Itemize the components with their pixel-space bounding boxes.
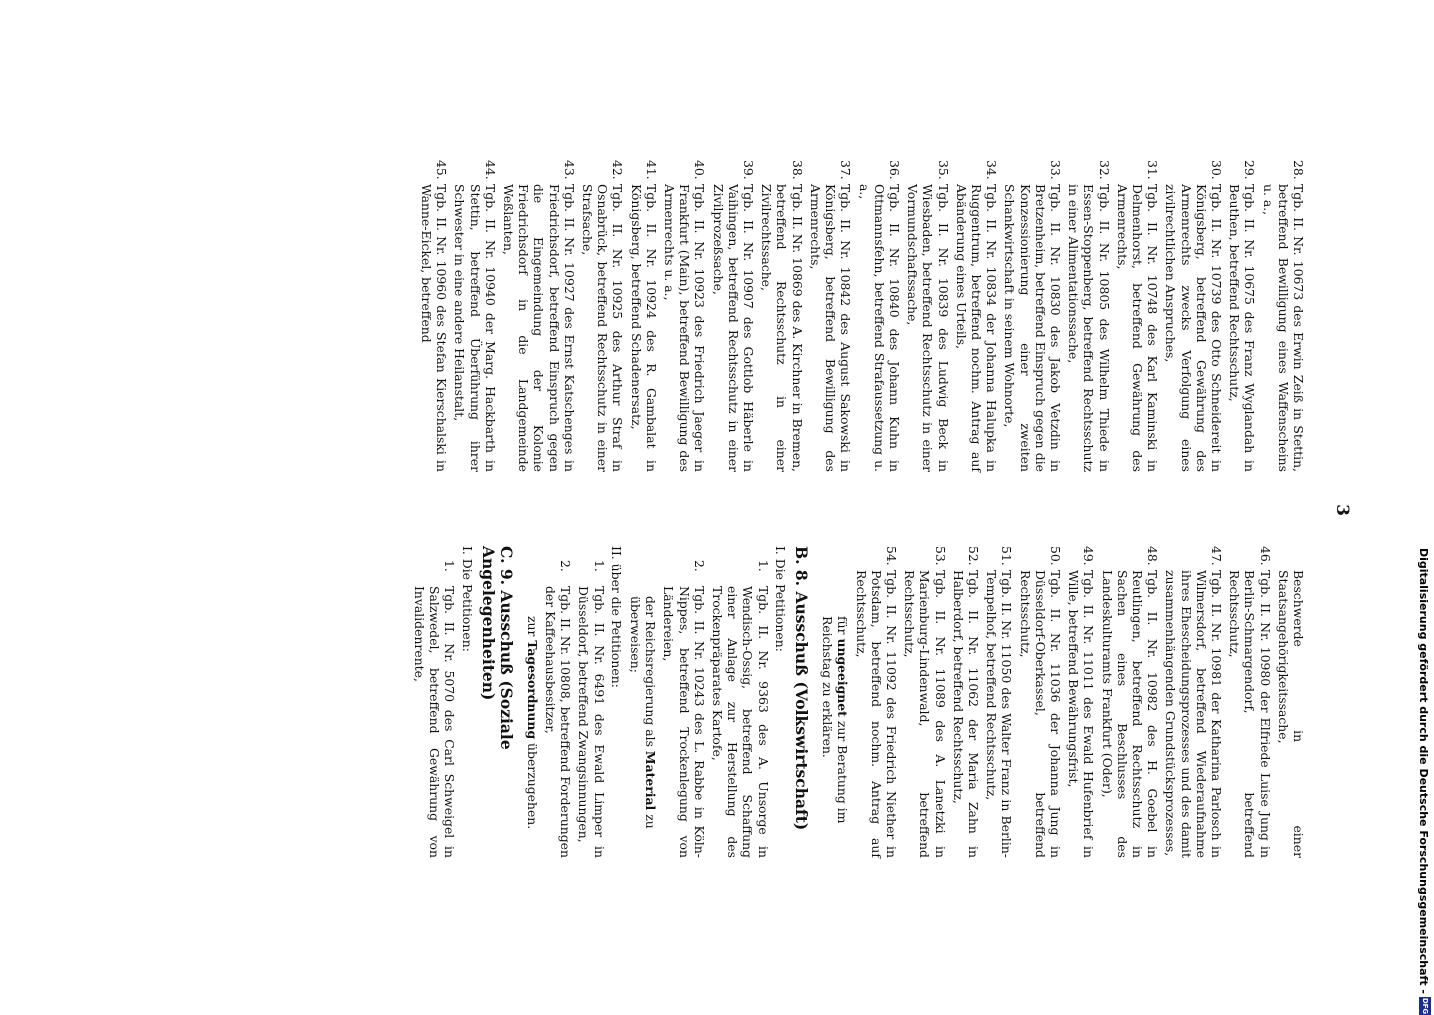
list-item [1227,546,1273,858]
list-item [1163,160,1224,472]
item-number: 52. [965,546,981,566]
item-text: Tgb. II. Nr. 10927 des Ernst Katschenges in Friedrichsdorf, betreffend Einspruch gegen die Eingemeindung der Kolonie Friedrichsdorf in die Landgemeinde Weßlanten, [501,184,577,472]
list-item [853,546,899,858]
item-text: Tgb. II. Nr. 10830 des Jakob Vetzdin in Bretzenheim, betreffend Einspruch gegen die Konzessionierung einer zweiten Schankwirtschaft in seinem Wohnorte, [1002,184,1063,472]
list-item [710,546,771,858]
item-text: Tgb. II. Nr. 11062 der Maria Zahn in Halberdorf, betreffend Rechtsschutz, [950,570,981,858]
list-item [1260,160,1306,472]
left-column [416,160,1306,472]
list-item [412,546,458,858]
resolution-note: zur Tagesordnung überzugehen. [524,616,540,830]
list-item [905,160,951,472]
resolution-note: der Reichsregierung als Material zu überweisen; [628,596,659,829]
item-text: Tgb. II. Nr. 10925 des Arthur Straf in Osnabrück, betreffend Rechtsschutz in einer Strafsache, [580,184,626,472]
credit-text: Digitalisierung gefördert durch die Deutsche Forschungsgemeinschaft - [1417,547,1430,994]
item-number: 43. [561,160,577,180]
item-number: 39. [741,160,757,180]
item-number: 35. [935,160,951,180]
item-text: Tgb. II. Nr. 10739 des Otto Schneidereit in Königsberg, betreffend Gewährung des Armenrechts zwecks Verfolgung eines zivilrechtlichen Anspruches, [1163,184,1224,472]
item-text: Tgb. II. Nr. 10981 der Katharina Parlosch in Wilmersdorf, betreffend Wiederaufnahme ihres Ehescheidungsprozesses und des damit zusammenhängenden Grundstücksprozesses, [1163,570,1224,858]
item-number: 38. [789,160,805,180]
list-item [1017,546,1063,858]
item-text: Tgb. II. Nr. 11092 des Friedrich Niether in Potsdam, betreffend nochm. Antrag auf Rechtsschutz, [853,570,899,858]
item-text: Tgb. II. Nr. 11089 des A. Lanetzki in Marienburg-Lindenwald, betreffend Rechtsschutz, [902,570,948,858]
closing-note: für ungeeignet zur Beratung im Reichstag zu erklären. [820,616,851,824]
item-text: Tgb. II. Nr. 10834 der Johanna Halupka in Ruggentrum, betreffend nochm. Antrag auf Abänderung eines Urteils, [953,184,1000,472]
item-text: Tgb. II. Nr. 5070 des Carl Schweigel in Salzwedel, betreffend Gewährung von Invalidenrente, [412,586,458,858]
item-text: Tgb. II. Nr. 10842 des August Sakowski in Königsberg, betreffend Bewilligung des Armenrechts, [807,184,854,472]
item-text: Tgb. II. Nr. 11050 des Walter Franz in Berlin-Tempelhof, betreffend Rechtsschutz, [984,570,1015,858]
list-item [954,160,1000,472]
list-item [576,546,606,858]
item-text: Tgb. II. Nr. 10839 des Ludwig Beck in Wiesbaden, betreffend Rechtsschutz in einer Vormundschaftssache, [905,184,951,472]
list-item [984,546,1014,858]
item-number: 37. [838,160,854,180]
item-number: 1. [591,560,607,572]
item-text: Tgb. II. Nr. 11011 des Ewald Hufenbrief in Wille, betreffend Bewährungsfrist, [1066,570,1097,858]
item-text: Tgb. II. Nr. 10673 des Erwin Zeiß in Stettin, betreffend Bewilligung eines Waffenscheins u. a., [1260,184,1306,472]
list-item [1099,546,1160,858]
list-item [1066,546,1096,858]
item-text: Tgb. II. Nr. 10923 des Friedrich Jaeger in Frankfurt (Main), betreffend Bewilligung des Armenrechts u. a., [662,184,708,472]
item-number: 32. [1096,160,1112,180]
item-number: 45. [434,160,450,180]
section-heading-c: C. 9. Ausschuß (Soziale Angelegenheiten) [478,546,516,750]
item-text: Tgb. II. Nr. 11036 der Johanna Jung in Düsseldorf-Oberkassel, betreffend Rechtsschutz, [1017,570,1063,858]
item-number: 42. [610,160,626,180]
subheading: I. Die Petitionen: [459,546,475,652]
item-number: 34. [984,160,1000,180]
item-number: 51. [999,546,1015,566]
continuation-text: Beschwerde in einer Staatsangehörigkeitssache, [1275,570,1306,858]
item-number: 44. [482,160,498,180]
item-text: Tgb. II. Nr. 10748 des Karl Kaminski in Delmenhorst, betreffend Gewährung des Armenrechts, [1114,184,1161,472]
item-number: 33. [1047,160,1063,180]
list-item [1002,160,1063,472]
list-item [1066,160,1112,472]
item-text: Tgb. II. Nr. 9363 des A. Unsorge in Wendisch-Ossig, betreffend Schaffung einer Anlage zur Herstellung des Trockenpräparates Kartofe, [710,586,771,858]
item-text: Tgb. II. Nr. 10940 der Marg. Hackbarth in Stettin, betreffend Überführung ihrer Schwester in eine andere Heilanstalt, [452,184,498,472]
dfg-logo: DFG [1421,997,1429,1015]
item-number: 49. [1081,546,1097,566]
item-text: Tgb. II. Nr. 6491 des Ewald Limper in Düsseldorf, betreffend Zwangsinnungen, [576,586,607,858]
item-number: 36. [886,160,902,180]
item-number: 41. [643,160,659,180]
item-number: 47. [1208,546,1224,566]
item-number: 50. [1047,546,1063,566]
item-number: 53. [932,546,948,566]
item-text: Tgb. II. Nr. 10960 des Stefan Kierschalski in Wanne-Eickel, betreffend [419,184,450,472]
list-item [419,160,449,472]
list-item [1163,546,1224,858]
subheading: II. über die Petitionen: [608,546,624,688]
digitization-credit [1417,14,1430,1015]
item-number: 48. [1145,546,1161,566]
item-text: Tgb. II. Nr. 10982 des H. Goebel in Reutlingen, betreffend Rechtsschutz in Sachen eines Beschlusses des Landeskulturamts Frankfurt (Oder), [1099,570,1161,858]
list-item [1115,160,1161,472]
list-item [951,546,981,858]
item-number: 2. [558,560,574,572]
list-item [543,546,573,858]
list-item [662,160,708,472]
list-item [902,546,948,858]
list-item [452,160,498,472]
page-number: 3 [1332,504,1352,516]
item-text: Tgb. II. Nr. 10869 des A. Kirchner in Bremen, betreffend Rechtsschutz in einer Zivilrechtssache, [759,184,805,472]
subheading: I. Die Petitionen: [772,546,788,652]
list-item [501,160,577,472]
item-number: 29. [1242,160,1258,180]
list-item [628,160,658,472]
item-text: Tgb. II. Nr. 10808, betreffend Forderungen der Kaffeehausbesitzer, [543,586,574,858]
item-number: 46. [1257,546,1273,566]
item-number: 28. [1291,160,1306,180]
section-heading-b: B. 8. Ausschuß (Volkswirtschaft) [791,546,811,831]
item-number: 54. [883,546,899,566]
list-item [856,160,902,472]
item-number: 31. [1145,160,1161,180]
item-number: 1. [442,560,458,572]
list-item [808,160,854,472]
item-text: Tgb. II. Nr. 10243 des L. Rabbe in Köln-Nippes, betreffend Trockenlegung von Ländereien, [661,586,707,858]
list-item [710,160,756,472]
item-text: Tgb. II. Nr. 10907 des Gottlob Häberle in Vaihingen, betreffend Rechtsschutz in einer Zivilprozeßsache, [710,184,757,472]
item-text: Tgb. II. Nr. 10980 der Elfriede Luise Jung in Berlin-Schmargendorf, betreffend Rechtsschutz, [1227,570,1273,858]
list-item [580,160,626,472]
right-column [409,546,1306,858]
list-item [759,160,805,472]
item-number: 40. [692,160,708,180]
item-text: Tgb. II. Nr. 10675 des Franz Wyglandah in Beuthen, betreffend Rechtsschutz, [1227,184,1258,472]
item-text: Tgb. II. Nr. 10924 des R. Gambalat in Königsberg, betreffend Schadenersatz, [628,184,659,472]
item-text: Tgb. II. Nr. 10805 des Wilhelm Thiede in Essen-Stoppenberg, betreffend Rechtsschutz in einer Alimentationssache, [1066,184,1112,472]
item-number: 2. [691,560,707,572]
item-text: Tgb. II. Nr. 10840 des Johann Kuhn in Ottmannsfehn, betreffend Strafaussetzung u. a., [856,184,902,472]
list-item [661,546,707,858]
list-item [1227,160,1257,472]
item-number: 1. [755,560,771,572]
item-number: 30. [1208,160,1224,180]
